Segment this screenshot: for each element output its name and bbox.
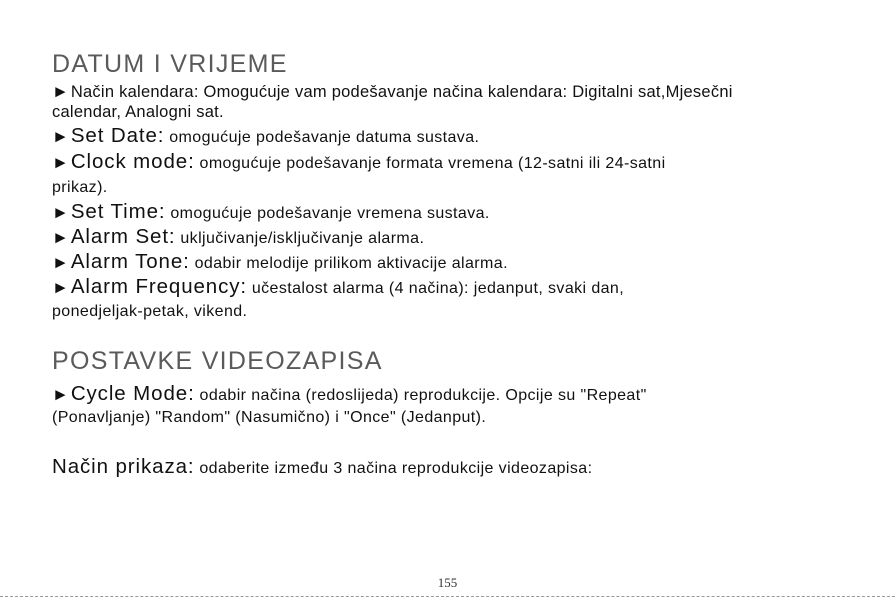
bullet-arrow-icon: ► (52, 127, 69, 146)
alarm-set-line (52, 226, 872, 249)
set-time-lead: Set Time: (70, 200, 166, 223)
alarm-tone-lead: Alarm Tone: (70, 250, 190, 273)
bullet-arrow-icon: ► (52, 253, 69, 272)
calendar-mode-continuation: calendar, Analogni sat. (52, 103, 224, 121)
alarm-frequency-continuation: ponedjeljak-petak, vikend. (52, 303, 248, 320)
bullet-arrow-icon: ► (52, 153, 69, 172)
set-date-text: omogućuje podešavanje datuma sustava. (164, 129, 480, 146)
bullet-arrow-icon: ► (52, 278, 69, 297)
bullet-arrow-icon: ► (52, 203, 69, 222)
cycle-mode-lead: Cycle Mode: (70, 382, 195, 405)
calendar-mode-text: Način kalendara: Omogućuje vam podešavanje načina kalendara: Digitalni sat,Mjesečni (70, 83, 733, 101)
set-date-lead: Set Date: (70, 124, 165, 147)
bullet-arrow-icon: ► (52, 228, 69, 247)
page-bottom-divider (0, 596, 895, 597)
alarm-set-lead: Alarm Set: (70, 225, 176, 248)
clock-mode-line (52, 151, 872, 174)
set-time-text: omogućuje podešavanje vremena sustava. (165, 205, 490, 222)
alarm-frequency-line (52, 276, 872, 299)
display-mode-line (52, 456, 872, 479)
bullet-arrow-icon: ► (52, 82, 69, 101)
clock-mode-continuation: prikaz). (52, 179, 108, 196)
set-date-line (52, 125, 872, 148)
section-heading-datetime: DATUM I VRIJEME (52, 50, 288, 78)
alarm-frequency-lead: Alarm Frequency: (70, 275, 248, 298)
clock-mode-text: omogućuje podešavanje formata vremena (12-satni ili 24-satni (194, 155, 666, 172)
set-time-line (52, 201, 872, 224)
page-number: 155 (437, 575, 458, 590)
bullet-arrow-icon: ► (52, 385, 69, 404)
display-mode-lead: Način prikaza: (52, 455, 195, 478)
alarm-tone-line (52, 251, 872, 274)
clock-mode-lead: Clock mode: (70, 150, 195, 173)
section-heading-video: POSTAVKE VIDEOZAPISA (52, 347, 383, 375)
alarm-set-text: uključivanje/isključivanje alarma. (175, 230, 425, 247)
alarm-frequency-text: učestalost alarma (4 načina): jedanput, svaki dan, (247, 280, 625, 297)
display-mode-text: odaberite između 3 načina reprodukcije videozapisa: (194, 460, 593, 477)
calendar-mode-line (52, 81, 872, 103)
cycle-mode-line (52, 383, 872, 406)
alarm-tone-text: odabir melodije prilikom aktivacije alarma. (189, 255, 508, 272)
cycle-mode-text: odabir načina (redoslijeda) reprodukcije. Opcije su "Repeat" (194, 387, 647, 404)
cycle-mode-continuation: (Ponavljanje) "Random" (Nasumično) i "Once" (Jedanput). (52, 409, 487, 426)
